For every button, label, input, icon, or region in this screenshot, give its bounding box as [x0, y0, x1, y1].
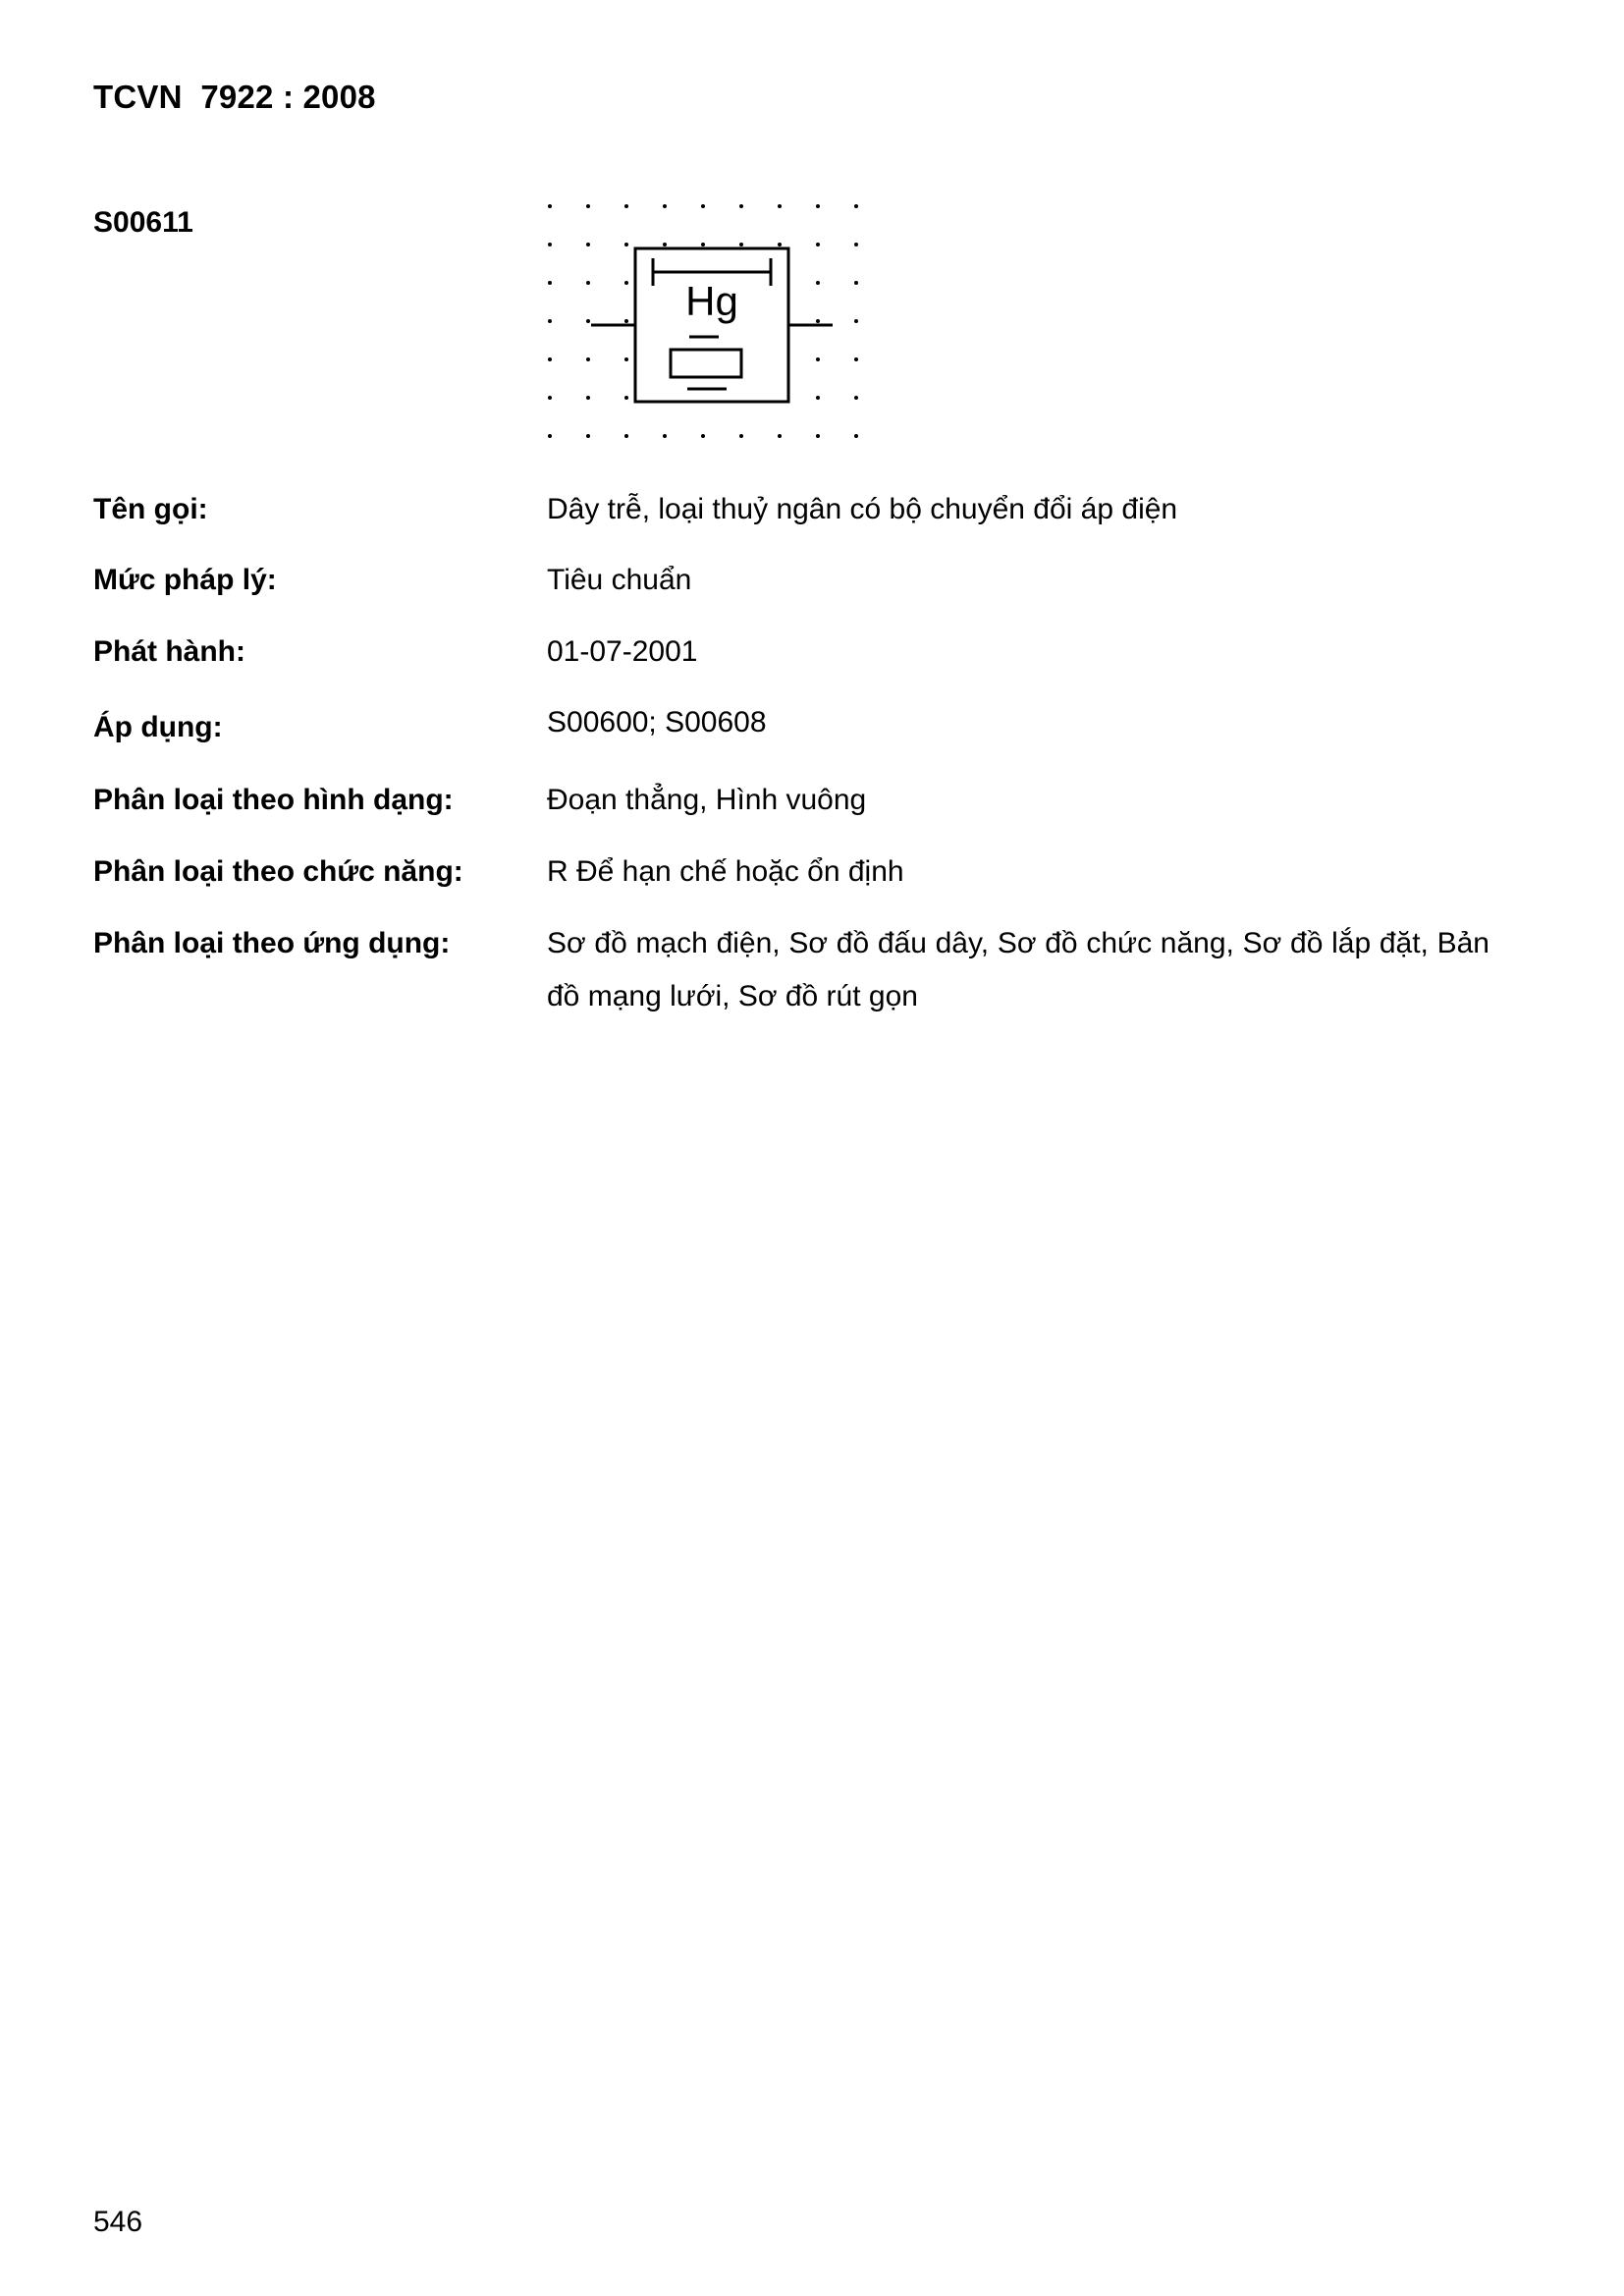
grid-dot — [586, 319, 590, 323]
grid-dot — [816, 319, 820, 323]
grid-dot — [586, 434, 590, 438]
grid-dot — [739, 434, 743, 438]
grid-dot — [701, 204, 705, 208]
grid-dot — [586, 357, 590, 361]
grid-dot — [586, 281, 590, 285]
grid-dot — [586, 243, 590, 246]
grid-dot — [778, 204, 782, 208]
grid-dot — [586, 204, 590, 208]
grid-dot — [816, 434, 820, 438]
mercury-label: Hg — [685, 278, 738, 324]
grid-dot — [854, 396, 858, 400]
grid-dot — [739, 204, 743, 208]
grid-dot — [548, 281, 552, 285]
grid-dot — [854, 357, 858, 361]
grid-dot — [739, 243, 743, 246]
grid-dot — [854, 434, 858, 438]
grid-dot — [624, 204, 628, 208]
field-application-class-label: Phân loại theo ứng dụng: — [93, 927, 451, 959]
grid-dot — [663, 243, 667, 246]
grid-dot — [854, 243, 858, 246]
grid-dot — [816, 396, 820, 400]
grid-dot — [854, 319, 858, 323]
grid-dot — [624, 434, 628, 438]
field-applies-value: S00600; S00608 — [547, 706, 767, 738]
grid-dot — [624, 243, 628, 246]
grid-dot — [663, 434, 667, 438]
field-legal-level-value: Tiêu chuẩn — [547, 564, 692, 596]
symbol-figure — [535, 191, 889, 457]
field-issued-value: 01-07-2001 — [547, 635, 698, 668]
field-name-label: Tên gọi: — [93, 493, 208, 525]
field-legal-level-label: Mức pháp lý: — [93, 564, 277, 596]
field-name-value: Dây trễ, loại thuỷ ngân có bộ chuyển đổi áp điện — [547, 493, 1178, 525]
grid-dot — [548, 434, 552, 438]
field-function-class-label: Phân loại theo chức năng: — [93, 855, 463, 888]
symbol-drawing — [591, 248, 833, 402]
grid-dot — [816, 281, 820, 285]
grid-dot — [778, 243, 782, 246]
field-application-class-value: Sơ đồ mạch điện, Sơ đồ đấu dây, Sơ đồ chức năng, Sơ đồ lắp đặt, Bản đồ mạng lưới, Sơ đồ rút gọn — [547, 927, 1489, 1012]
grid-dot — [816, 357, 820, 361]
grid-dot — [854, 281, 858, 285]
grid-dot — [701, 434, 705, 438]
grid-dot — [701, 243, 705, 246]
grid-dot — [548, 357, 552, 361]
transducer-rect — [671, 350, 741, 377]
grid-dot — [816, 204, 820, 208]
field-function-class-value: R Để hạn chế hoặc ổn định — [547, 855, 904, 888]
grid-dot — [624, 396, 628, 400]
symbol-code: S00611 — [93, 206, 193, 239]
field-issued-label: Phát hành: — [93, 635, 245, 668]
grid-dot — [586, 396, 590, 400]
field-shape-class-value: Đoạn thẳng, Hình vuông — [547, 784, 867, 816]
document-header: TCVN 7922 : 2008 — [93, 79, 376, 115]
grid-dot — [624, 319, 628, 323]
grid-dot — [624, 281, 628, 285]
grid-dot — [663, 204, 667, 208]
grid-dot — [548, 204, 552, 208]
field-shape-class-label: Phân loại theo hình dạng: — [93, 784, 454, 816]
grid-dot — [778, 434, 782, 438]
grid-dot — [816, 243, 820, 246]
grid-dot — [548, 396, 552, 400]
grid-dot — [624, 357, 628, 361]
field-applies-label: Áp dụng: — [93, 711, 223, 743]
grid-dot — [548, 243, 552, 246]
grid-dot — [854, 204, 858, 208]
page-number: 546 — [93, 2206, 143, 2238]
grid-dot — [548, 319, 552, 323]
